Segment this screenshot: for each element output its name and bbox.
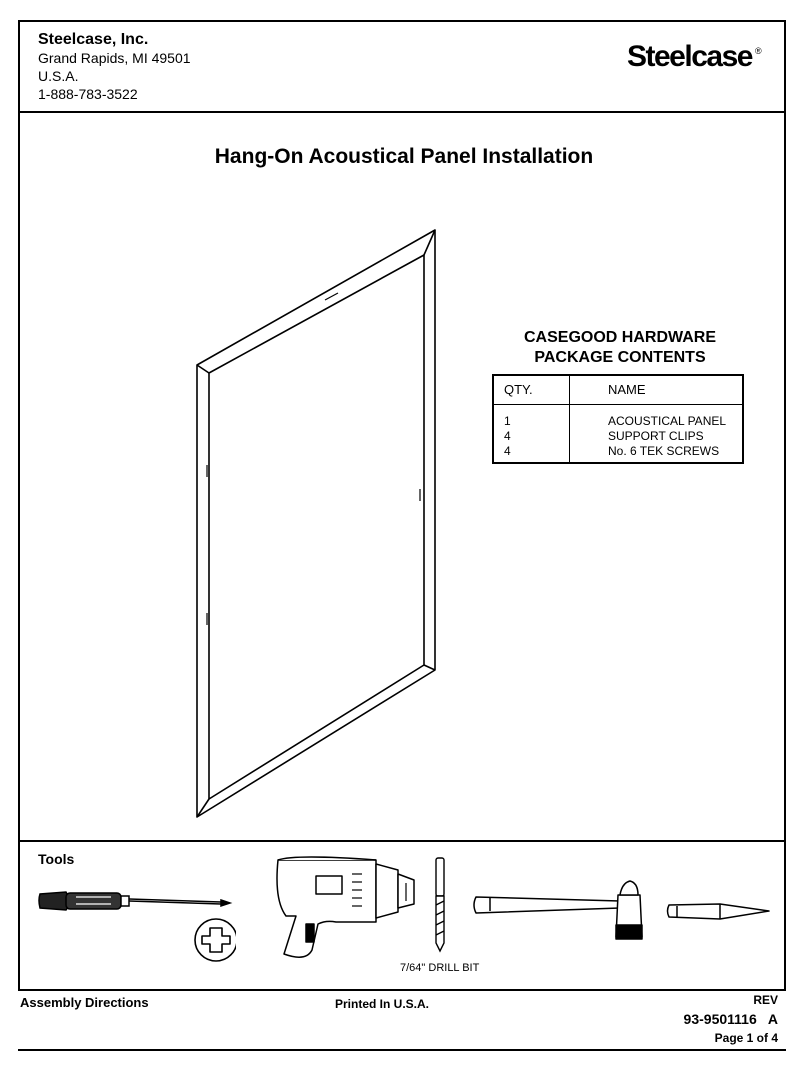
qty-cell: 4 xyxy=(504,444,511,458)
ball-peen-hammer-icon xyxy=(470,875,660,950)
footer-divider xyxy=(18,1049,786,1051)
footer-document-number: 93-9501116 A xyxy=(683,1011,778,1027)
qty-cell: 4 xyxy=(504,429,511,443)
footer-page-number: Page 1 of 4 xyxy=(714,1031,778,1045)
table-column-divider xyxy=(569,376,570,462)
tools-divider xyxy=(18,840,786,842)
name-cell: SUPPORT CLIPS xyxy=(608,429,704,443)
steelcase-logo xyxy=(627,40,761,74)
footer-rev-label: REV xyxy=(753,993,778,1007)
name-cell: No. 6 TEK SCREWS xyxy=(608,444,720,458)
company-block xyxy=(38,31,191,103)
name-cell: ACOUSTICAL PANEL xyxy=(608,414,727,428)
package-title-line-1: CASEGOOD HARDWARE xyxy=(523,329,716,346)
package-contents-table xyxy=(492,374,744,464)
header-divider xyxy=(18,111,786,113)
footer-printed-in: Printed In U.S.A. xyxy=(335,997,430,1011)
company-name: Steelcase, Inc. xyxy=(38,31,149,48)
qty-cell: 1 xyxy=(504,414,511,428)
logo-text: Steelcase xyxy=(627,40,752,73)
registered-mark: ® xyxy=(754,46,761,56)
nail-set-punch-icon xyxy=(665,895,775,930)
page-title: Hang-On Acoustical Panel Installation xyxy=(214,145,594,168)
phillips-screwdriver-icon xyxy=(36,880,236,970)
drill-bit-label: 7/64" DRILL BIT xyxy=(400,962,480,974)
name-column-header: NAME xyxy=(608,382,646,397)
qty-column xyxy=(504,414,511,459)
address-line-2: U.S.A. xyxy=(38,68,79,84)
tools-heading: Tools xyxy=(38,851,75,867)
table-header-divider xyxy=(494,404,742,405)
drill-bit-icon xyxy=(430,855,450,955)
phone-number: 1-888-783-3522 xyxy=(38,86,138,102)
address-line-1: Grand Rapids, MI 49501 xyxy=(38,50,191,66)
package-title-line-2: PACKAGE CONTENTS xyxy=(534,349,706,366)
power-drill-icon xyxy=(266,850,426,965)
footer-assembly-directions: Assembly Directions xyxy=(20,995,149,1010)
acoustical-panel-illustration xyxy=(190,225,450,825)
qty-column-header: QTY. xyxy=(504,382,533,397)
package-contents-title xyxy=(490,328,750,368)
name-column xyxy=(608,414,726,459)
